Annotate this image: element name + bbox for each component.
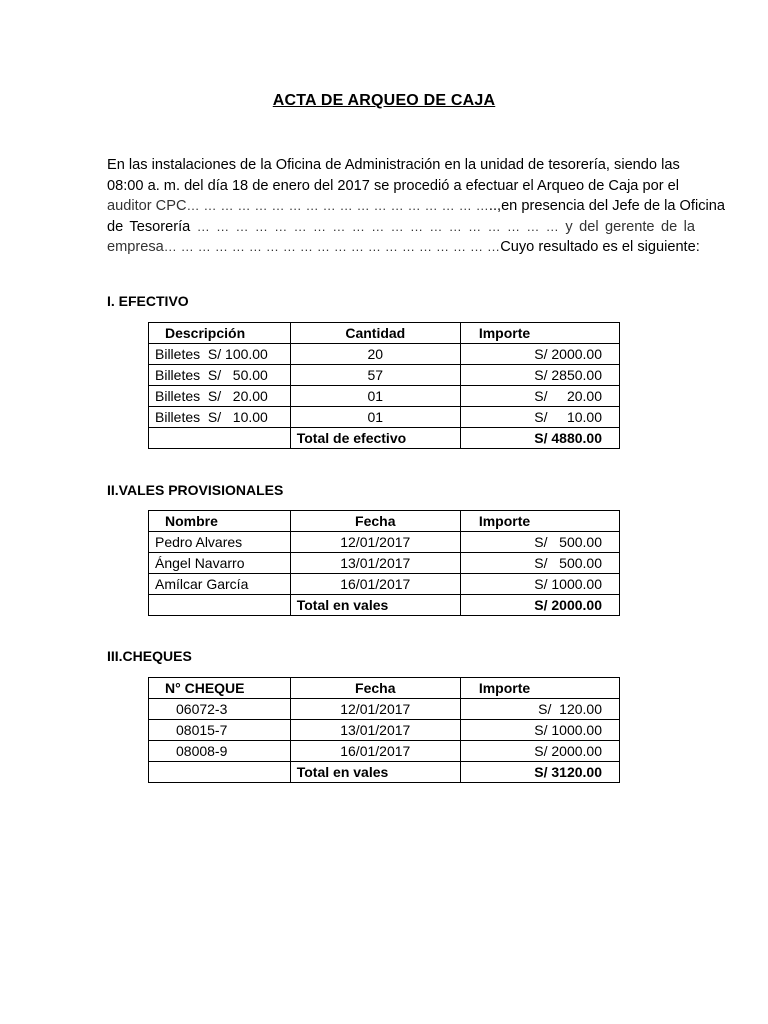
table-cell: Amílcar García [149, 574, 291, 595]
paragraph-line-5 [107, 237, 700, 258]
table-cell: Billetes S/ 20.00 [149, 386, 291, 407]
column-header: Cantidad [290, 323, 460, 344]
table-cell: 20 [290, 344, 460, 365]
table-total-row [149, 762, 620, 783]
table-cell: 01 [290, 407, 460, 428]
empresa-blank: … … … … … … … … … … … … … … … … … … … … [163, 239, 501, 254]
table-row [149, 741, 620, 762]
column-header: N° CHEQUE [149, 678, 291, 699]
table-cell: S/ 500.00 [460, 532, 619, 553]
table-row [149, 699, 620, 720]
total-label: Total en vales [290, 762, 460, 783]
paragraph-line-4 [107, 217, 695, 238]
table-cell: S/ 1000.00 [460, 574, 619, 595]
table-cell-empty [149, 595, 291, 616]
paragraph-line-4-text: y del gerente de la [565, 218, 695, 235]
tesoreria-label: de Tesorería [107, 218, 191, 235]
table-row [149, 365, 620, 386]
paragraph-line-1: En las instalaciones de la Oficina de Administración en la unidad de tesorería, siendo las [107, 157, 680, 173]
table-cell: S/ 2000.00 [460, 344, 619, 365]
intro-paragraph [107, 155, 725, 258]
table-cell: Pedro Alvares [149, 532, 291, 553]
table-cell: S/ 2850.00 [460, 365, 619, 386]
table-cell: 06072-3 [149, 699, 291, 720]
auditor-label: auditor CPC [107, 198, 187, 214]
table-row [149, 553, 620, 574]
table-header-row [149, 678, 620, 699]
column-header: Importe [460, 511, 619, 532]
total-label: Total en vales [290, 595, 460, 616]
table-cell: 08008-9 [149, 741, 291, 762]
table-cell: S/ 2000.00 [460, 741, 619, 762]
table-cell: 01 [290, 386, 460, 407]
table-cell: Ángel Navarro [149, 553, 291, 574]
table-row [149, 344, 620, 365]
table-cell-empty [149, 428, 291, 449]
total-label: Total de efectivo [290, 428, 460, 449]
cheques-table [148, 677, 620, 783]
paragraph-line-5-text: Cuyo resultado es el siguiente: [500, 239, 700, 255]
table-cell: 12/01/2017 [290, 532, 460, 553]
table-cell: 08015-7 [149, 720, 291, 741]
paragraph-line-2: 08:00 a. m. del día 18 de enero del 2017 se procedió a efectuar el Arqueo de Caja por el [107, 177, 679, 194]
table-row [149, 720, 620, 741]
table-header-row [149, 511, 620, 532]
paragraph-line-3 [107, 196, 725, 217]
column-header: Importe [460, 678, 619, 699]
table-header-row [149, 323, 620, 344]
table-cell: 13/01/2017 [290, 553, 460, 574]
empresa-label: empresa [107, 239, 164, 255]
table-cell: S/ 120.00 [460, 699, 619, 720]
document-title: ACTA DE ARQUEO DE CAJA [272, 92, 496, 109]
column-header: Importe [460, 323, 619, 344]
table-cell: 12/01/2017 [290, 699, 460, 720]
column-header: Descripción [149, 323, 291, 344]
section-cheques-heading: III.CHEQUES [107, 648, 192, 664]
table-row [149, 574, 620, 595]
column-header: Fecha [290, 511, 460, 532]
total-value: S/ 2000.00 [460, 595, 619, 616]
table-cell: Billetes S/ 10.00 [149, 407, 291, 428]
section-efectivo-heading: I. EFECTIVO [107, 293, 189, 309]
paragraph-line-3-text: ..,en presencia del Jefe de la Oficina [488, 198, 725, 214]
table-row [149, 407, 620, 428]
table-cell: 16/01/2017 [290, 741, 460, 762]
efectivo-table [148, 322, 620, 449]
vales-table [148, 510, 620, 616]
total-value: S/ 4880.00 [460, 428, 619, 449]
column-header: Fecha [290, 678, 460, 699]
section-vales-heading: II.VALES PROVISIONALES [107, 482, 284, 498]
table-cell: Billetes S/ 50.00 [149, 365, 291, 386]
total-value: S/ 3120.00 [460, 762, 619, 783]
table-cell: Billetes S/ 100.00 [149, 344, 291, 365]
auditor-blank: … … … … … … … … … … … … … … … … … … [186, 198, 489, 213]
table-cell-empty [149, 762, 291, 783]
table-total-row [149, 428, 620, 449]
table-total-row [149, 595, 620, 616]
table-row [149, 386, 620, 407]
table-cell: 57 [290, 365, 460, 386]
table-cell: S/ 500.00 [460, 553, 619, 574]
table-cell: 13/01/2017 [290, 720, 460, 741]
table-row [149, 532, 620, 553]
tesoreria-blank: … … … … … … … … … … … … … … … … … … … [196, 218, 559, 234]
table-cell: 16/01/2017 [290, 574, 460, 595]
column-header: Nombre [149, 511, 291, 532]
table-cell: S/ 20.00 [460, 386, 619, 407]
table-cell: S/ 1000.00 [460, 720, 619, 741]
table-cell: S/ 10.00 [460, 407, 619, 428]
